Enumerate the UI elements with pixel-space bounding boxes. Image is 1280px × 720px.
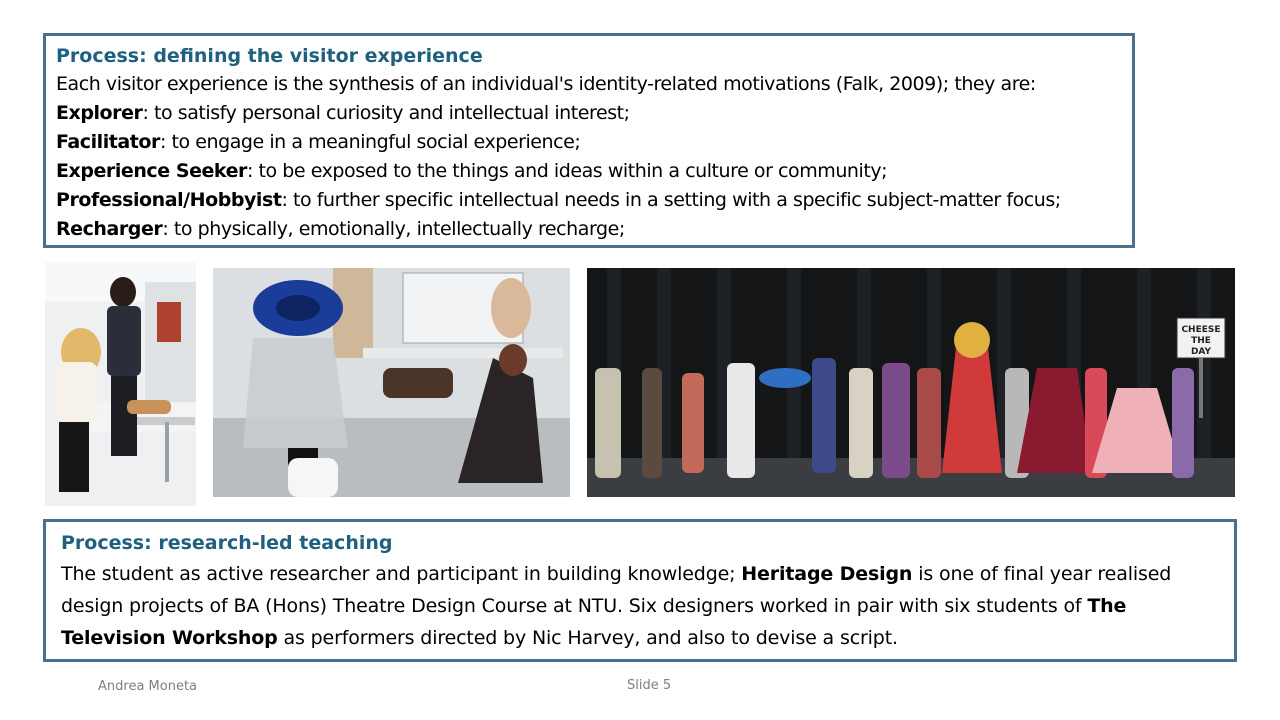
costume-fitting-photo-image bbox=[213, 268, 570, 497]
research-teaching-heading: Process: research-led teaching bbox=[61, 532, 393, 554]
slide-number: Slide 5 bbox=[627, 678, 672, 693]
cast-on-stage-photo bbox=[587, 268, 1235, 497]
research-teaching-line-1 bbox=[61, 558, 1219, 590]
workshop-photo-hand-prop-image bbox=[45, 262, 196, 506]
motivation-term: Explorer bbox=[56, 102, 143, 124]
workshop-term-end: Television Workshop bbox=[61, 627, 278, 649]
motivation-item-facilitator bbox=[56, 128, 1122, 157]
visitor-experience-box bbox=[43, 33, 1135, 248]
visitor-experience-intro: Each visitor experience is the synthesis of an individual's identity-related motivations (Falk, 2009); they are: bbox=[56, 73, 1036, 95]
sign-line-2: THE bbox=[1191, 336, 1211, 346]
text-run: as performers directed by Nic Harvey, and also to devise a script. bbox=[277, 627, 898, 649]
text-run: design projects of BA (Hons) Theatre Design Course at NTU. Six designers worked in pair with six students of bbox=[61, 595, 1088, 617]
motivation-item-explorer bbox=[56, 99, 1122, 128]
text-run: The student as active researcher and participant in building knowledge; bbox=[61, 563, 742, 585]
motivation-desc: : to be exposed to the things and ideas within a culture or community; bbox=[246, 160, 888, 182]
cast-on-stage-photo-image bbox=[587, 268, 1235, 497]
motivation-desc: : to physically, emotionally, intellectually recharge; bbox=[162, 218, 625, 240]
motivation-item-professional-hobbyist bbox=[56, 186, 1122, 215]
motivation-term: Experience Seeker bbox=[56, 160, 247, 182]
motivation-item-recharger bbox=[56, 215, 1122, 244]
footer-author: Andrea Moneta bbox=[98, 679, 198, 694]
workshop-photo-hand-prop bbox=[45, 262, 196, 506]
motivation-term: Professional/Hobbyist bbox=[56, 189, 282, 211]
heritage-design-term: Heritage Design bbox=[741, 563, 913, 585]
research-teaching-box bbox=[43, 519, 1237, 662]
motivation-desc: : to engage in a meaningful social experience; bbox=[159, 131, 581, 153]
costume-fitting-photo bbox=[213, 268, 570, 497]
visitor-experience-heading: Process: defining the visitor experience bbox=[56, 45, 483, 67]
motivation-desc: : to further specific intellectual needs in a setting with a specific subject-matter focus; bbox=[281, 189, 1061, 211]
motivation-desc: : to satisfy personal curiosity and intellectual interest; bbox=[142, 102, 630, 124]
research-teaching-line-2 bbox=[61, 590, 1219, 622]
workshop-term-start: The bbox=[1087, 595, 1127, 617]
motivation-item-experience-seeker bbox=[56, 157, 1122, 186]
motivation-term: Facilitator bbox=[56, 131, 160, 153]
sign-line-3: DAY bbox=[1190, 347, 1212, 357]
research-teaching-line-3 bbox=[61, 622, 1219, 654]
motivation-term: Recharger bbox=[56, 218, 163, 240]
sign-line-1: CHEESE bbox=[1181, 325, 1221, 335]
text-run: is one of final year realised bbox=[912, 563, 1172, 585]
